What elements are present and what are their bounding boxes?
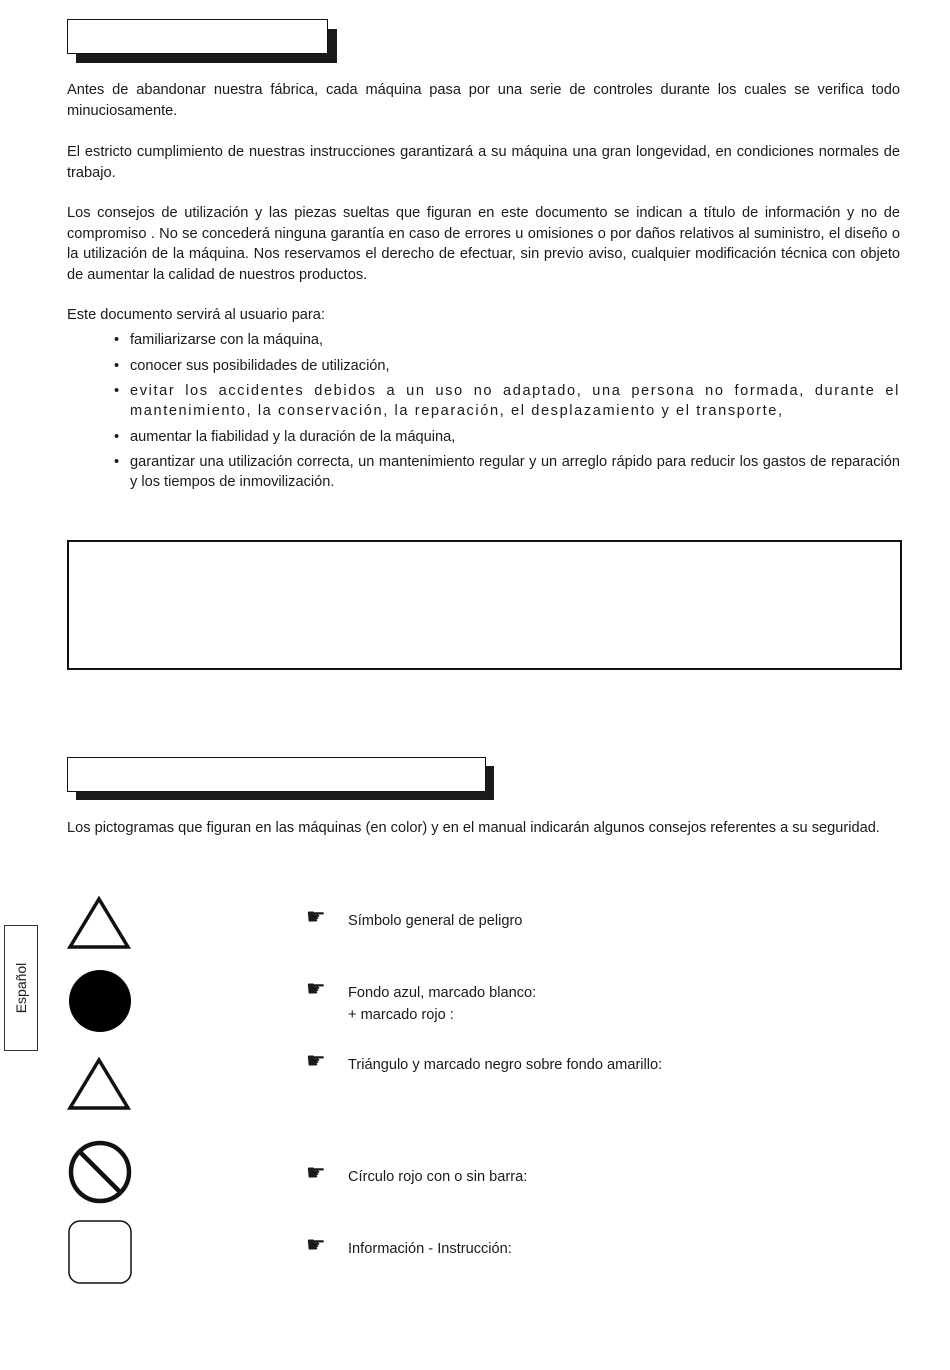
list-item-text: aumentar la fiabilidad y la duración de la máquina, bbox=[130, 428, 456, 445]
warning-triangle-icon bbox=[67, 896, 131, 950]
bullet-marker: • bbox=[114, 454, 120, 470]
pictogram-label: Círculo rojo con o sin barra: bbox=[348, 1169, 528, 1185]
list-item-text: familiarizarse con la máquina, bbox=[130, 332, 324, 348]
intro-paragraph: El estricto cumplimiento de nuestras instrucciones garantizará a su máquina una gran longevidad, en condiciones normales de trabajo. bbox=[67, 144, 900, 181]
language-tab-label: Español bbox=[13, 962, 29, 1014]
pointing-hand-icon: ☛ bbox=[306, 1160, 326, 1185]
pointing-hand-icon: ☛ bbox=[306, 904, 326, 929]
list-item-text: garantizar una utilización correcta, un mantenimiento regular y un arreglo rápido para reducir los gastos de reparación y los tiempos de inmovilización. bbox=[130, 454, 900, 490]
list-item bbox=[112, 330, 900, 350]
section-title-box bbox=[67, 19, 328, 54]
safety-intro: Los pictogramas que figuran en las máquinas (en color) y en el manual indicarán algunos consejos referentes a su seguridad. bbox=[67, 820, 880, 836]
prohibition-circle-icon bbox=[67, 1139, 133, 1205]
blue-circle-icon bbox=[67, 968, 133, 1034]
list-item bbox=[112, 381, 900, 421]
list-item-text: conocer sus posibilidades de utilización, bbox=[130, 357, 390, 374]
intro-paragraph: Los consejos de utilización y las piezas sueltas que figuran en este documento se indican a título de información y no de compromiso . No se concederá ninguna garantía en caso de errores u omisiones o por daños relativos al suministro, el diseño o la utilización de la máquina. Nos reservamos el derecho de efectuar, sin previo aviso, cualquier modificación técnica con objeto de aumentar la calidad de nuestros productos. bbox=[67, 205, 900, 283]
section-title-box bbox=[67, 757, 486, 792]
pictogram-sublabel: + marcado rojo : bbox=[348, 1007, 454, 1023]
notice-frame bbox=[67, 540, 902, 670]
pictogram-label: Símbolo general de peligro bbox=[348, 913, 523, 929]
list-item bbox=[112, 427, 900, 447]
pictogram-label: Información - Instrucción: bbox=[348, 1241, 512, 1257]
purpose-list bbox=[112, 330, 900, 498]
bullet-marker: • bbox=[114, 383, 120, 399]
yellow-triangle-icon bbox=[67, 1057, 131, 1111]
list-item bbox=[112, 452, 900, 492]
list-item-text: evitar los accidentes debidos a un uso no adaptado, una persona no formada, durante el mantenimiento, la conservación, la reparación, el desplazamiento y el transporte, bbox=[130, 383, 900, 419]
pictogram-label: Triángulo y marcado negro sobre fondo amarillo: bbox=[348, 1057, 663, 1073]
bullet-marker: • bbox=[114, 332, 120, 348]
language-tab bbox=[4, 925, 38, 1051]
pictogram-label: Fondo azul, marcado blanco: bbox=[348, 985, 537, 1001]
intro-paragraph: Este documento servirá al usuario para: bbox=[67, 307, 325, 323]
bullet-marker: • bbox=[114, 357, 120, 374]
info-square-icon bbox=[67, 1219, 133, 1285]
intro-paragraph: Antes de abandonar nuestra fábrica, cada máquina pasa por una serie de controles durante los cuales se verifica todo minuciosamente. bbox=[67, 82, 900, 119]
pointing-hand-icon: ☛ bbox=[306, 1048, 326, 1073]
list-item bbox=[112, 356, 900, 376]
pointing-hand-icon: ☛ bbox=[306, 976, 326, 1001]
pointing-hand-icon: ☛ bbox=[306, 1232, 326, 1257]
bullet-marker: • bbox=[114, 428, 120, 445]
